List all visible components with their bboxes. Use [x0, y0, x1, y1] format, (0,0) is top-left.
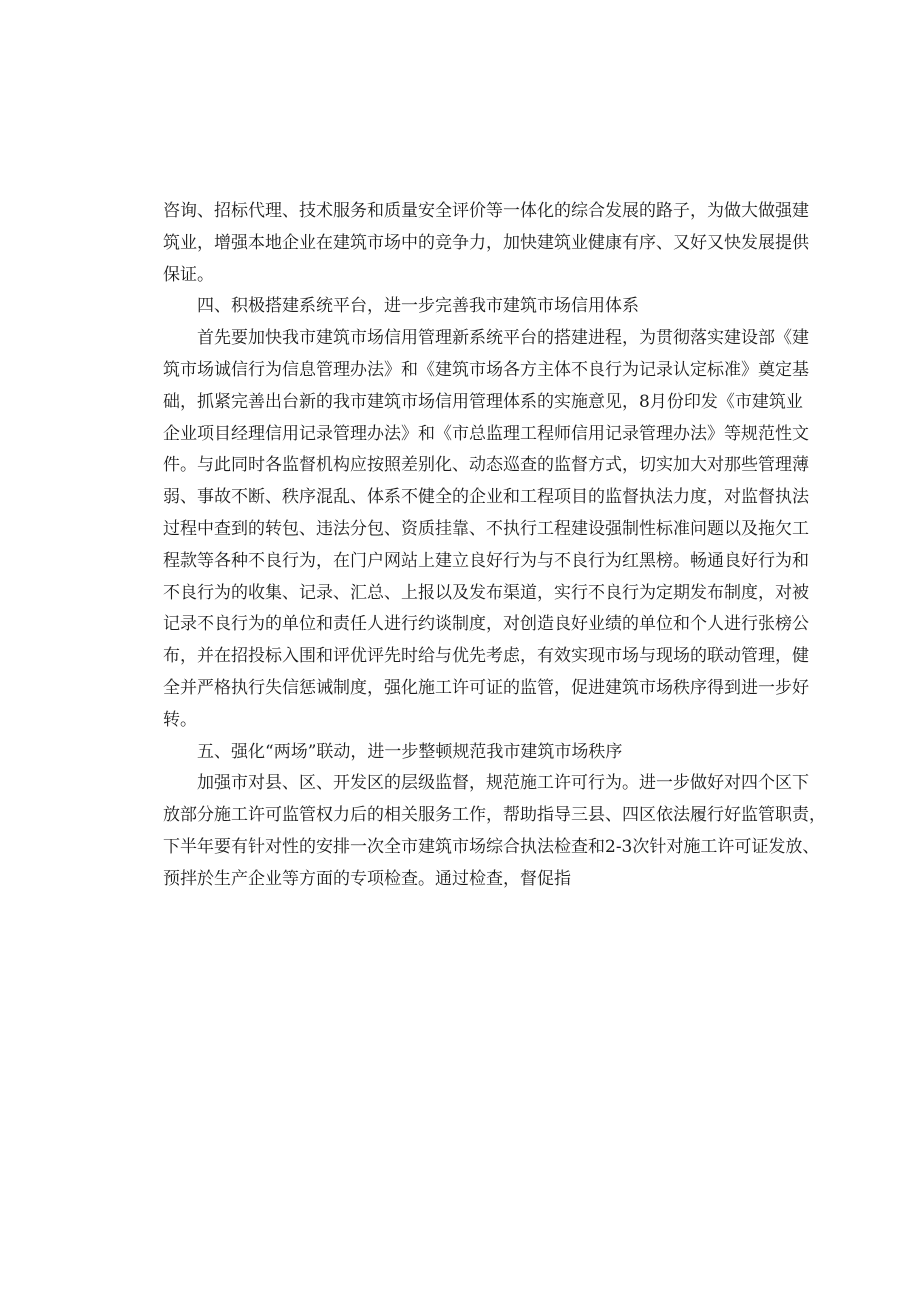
- text-line: 全并严格执行失信惩诫制度，强化施工许可证的监管，促进建筑市场秩序得到进一步好: [163, 677, 809, 698]
- text-line: 下半年要有针对性的安排一次全市建筑市场综合执法检查和2-3次针对施工许可证发放、: [163, 836, 820, 857]
- text-line: 筑业，增强本地企业在建筑市场中的竞争力，加快建筑业健康有序、又好又快发展提供: [163, 232, 809, 253]
- section-heading-5: 五、强化“两场”联动，进一步整顿规范我市建筑市场秩序: [197, 741, 623, 762]
- section-heading-4: 四、积极搭建系统平台，进一步完善我市建筑市场信用体系: [197, 296, 639, 317]
- text-line: 放部分施工许可监管权力后的相关服务工作，帮助指导三县、四区依法履行好监管职责，: [163, 805, 826, 826]
- text-line: 程款等各种不良行为，在门户网站上建立良好行为与不良行为红黑榜。畅通良好行为和: [163, 550, 809, 571]
- paragraph-intro-continuation: [163, 196, 809, 291]
- text-line: 加强市对县、区、开发区的层级监督，规范施工许可行为。进一步做好对四个区下: [197, 773, 809, 794]
- text-line: 首先要加快我市建筑市场信用管理新系统平台的搭建进程，为贯彻落实建设部《建: [197, 328, 809, 349]
- text-line: 布，并在招投标入围和评优评先时给与优先考虑，有效实现市场与现场的联动管理，健: [163, 646, 809, 667]
- text-line: 咨询、招标代理、技术服务和质量安全评价等一体化的综合发展的路子，为做大做强建: [163, 201, 809, 221]
- text-line: 记录不良行为的单位和责任人进行约谈制度，对创造良好业绩的单位和个人进行张榜公: [163, 614, 809, 635]
- text-line: 不良行为的收集、记录、汇总、上报以及发布渠道，实行不良行为定期发布制度，对被: [163, 582, 809, 603]
- text-line: 件。与此同时各监督机构应按照差别化、动态巡查的监督方式，切实加大对那些管理薄: [163, 455, 809, 476]
- paragraph-credit-system: [163, 323, 809, 736]
- text-line: 企业项目经理信用记录管理办法》和《市总监理工程师信用记录管理办法》等规范性文: [163, 423, 809, 444]
- document-body: [163, 196, 826, 896]
- text-line: 弱、事故不断、秩序混乱、体系不健全的企业和工程项目的监督执法力度，对监督执法: [163, 487, 809, 508]
- text-line: 筑市场诚信行为信息管理办法》和《建筑市场各方主体不良行为记录认定标准》奠定基: [163, 359, 809, 380]
- text-line: 预拌於生产企业等方面的专项检查。通过检查，督促指: [163, 868, 571, 889]
- text-line: 过程中查到的转包、违法分包、资质挂靠、不执行工程建设强制性标准问题以及拖欠工: [163, 518, 809, 539]
- paragraph-market-order: [163, 768, 826, 895]
- text-line: 础，抓紧完善出台新的我市建筑市场信用管理体系的实施意见，8月份印发《市建筑业: [163, 391, 803, 412]
- text-line: 保证。: [163, 264, 214, 285]
- text-line: 转。: [163, 709, 197, 730]
